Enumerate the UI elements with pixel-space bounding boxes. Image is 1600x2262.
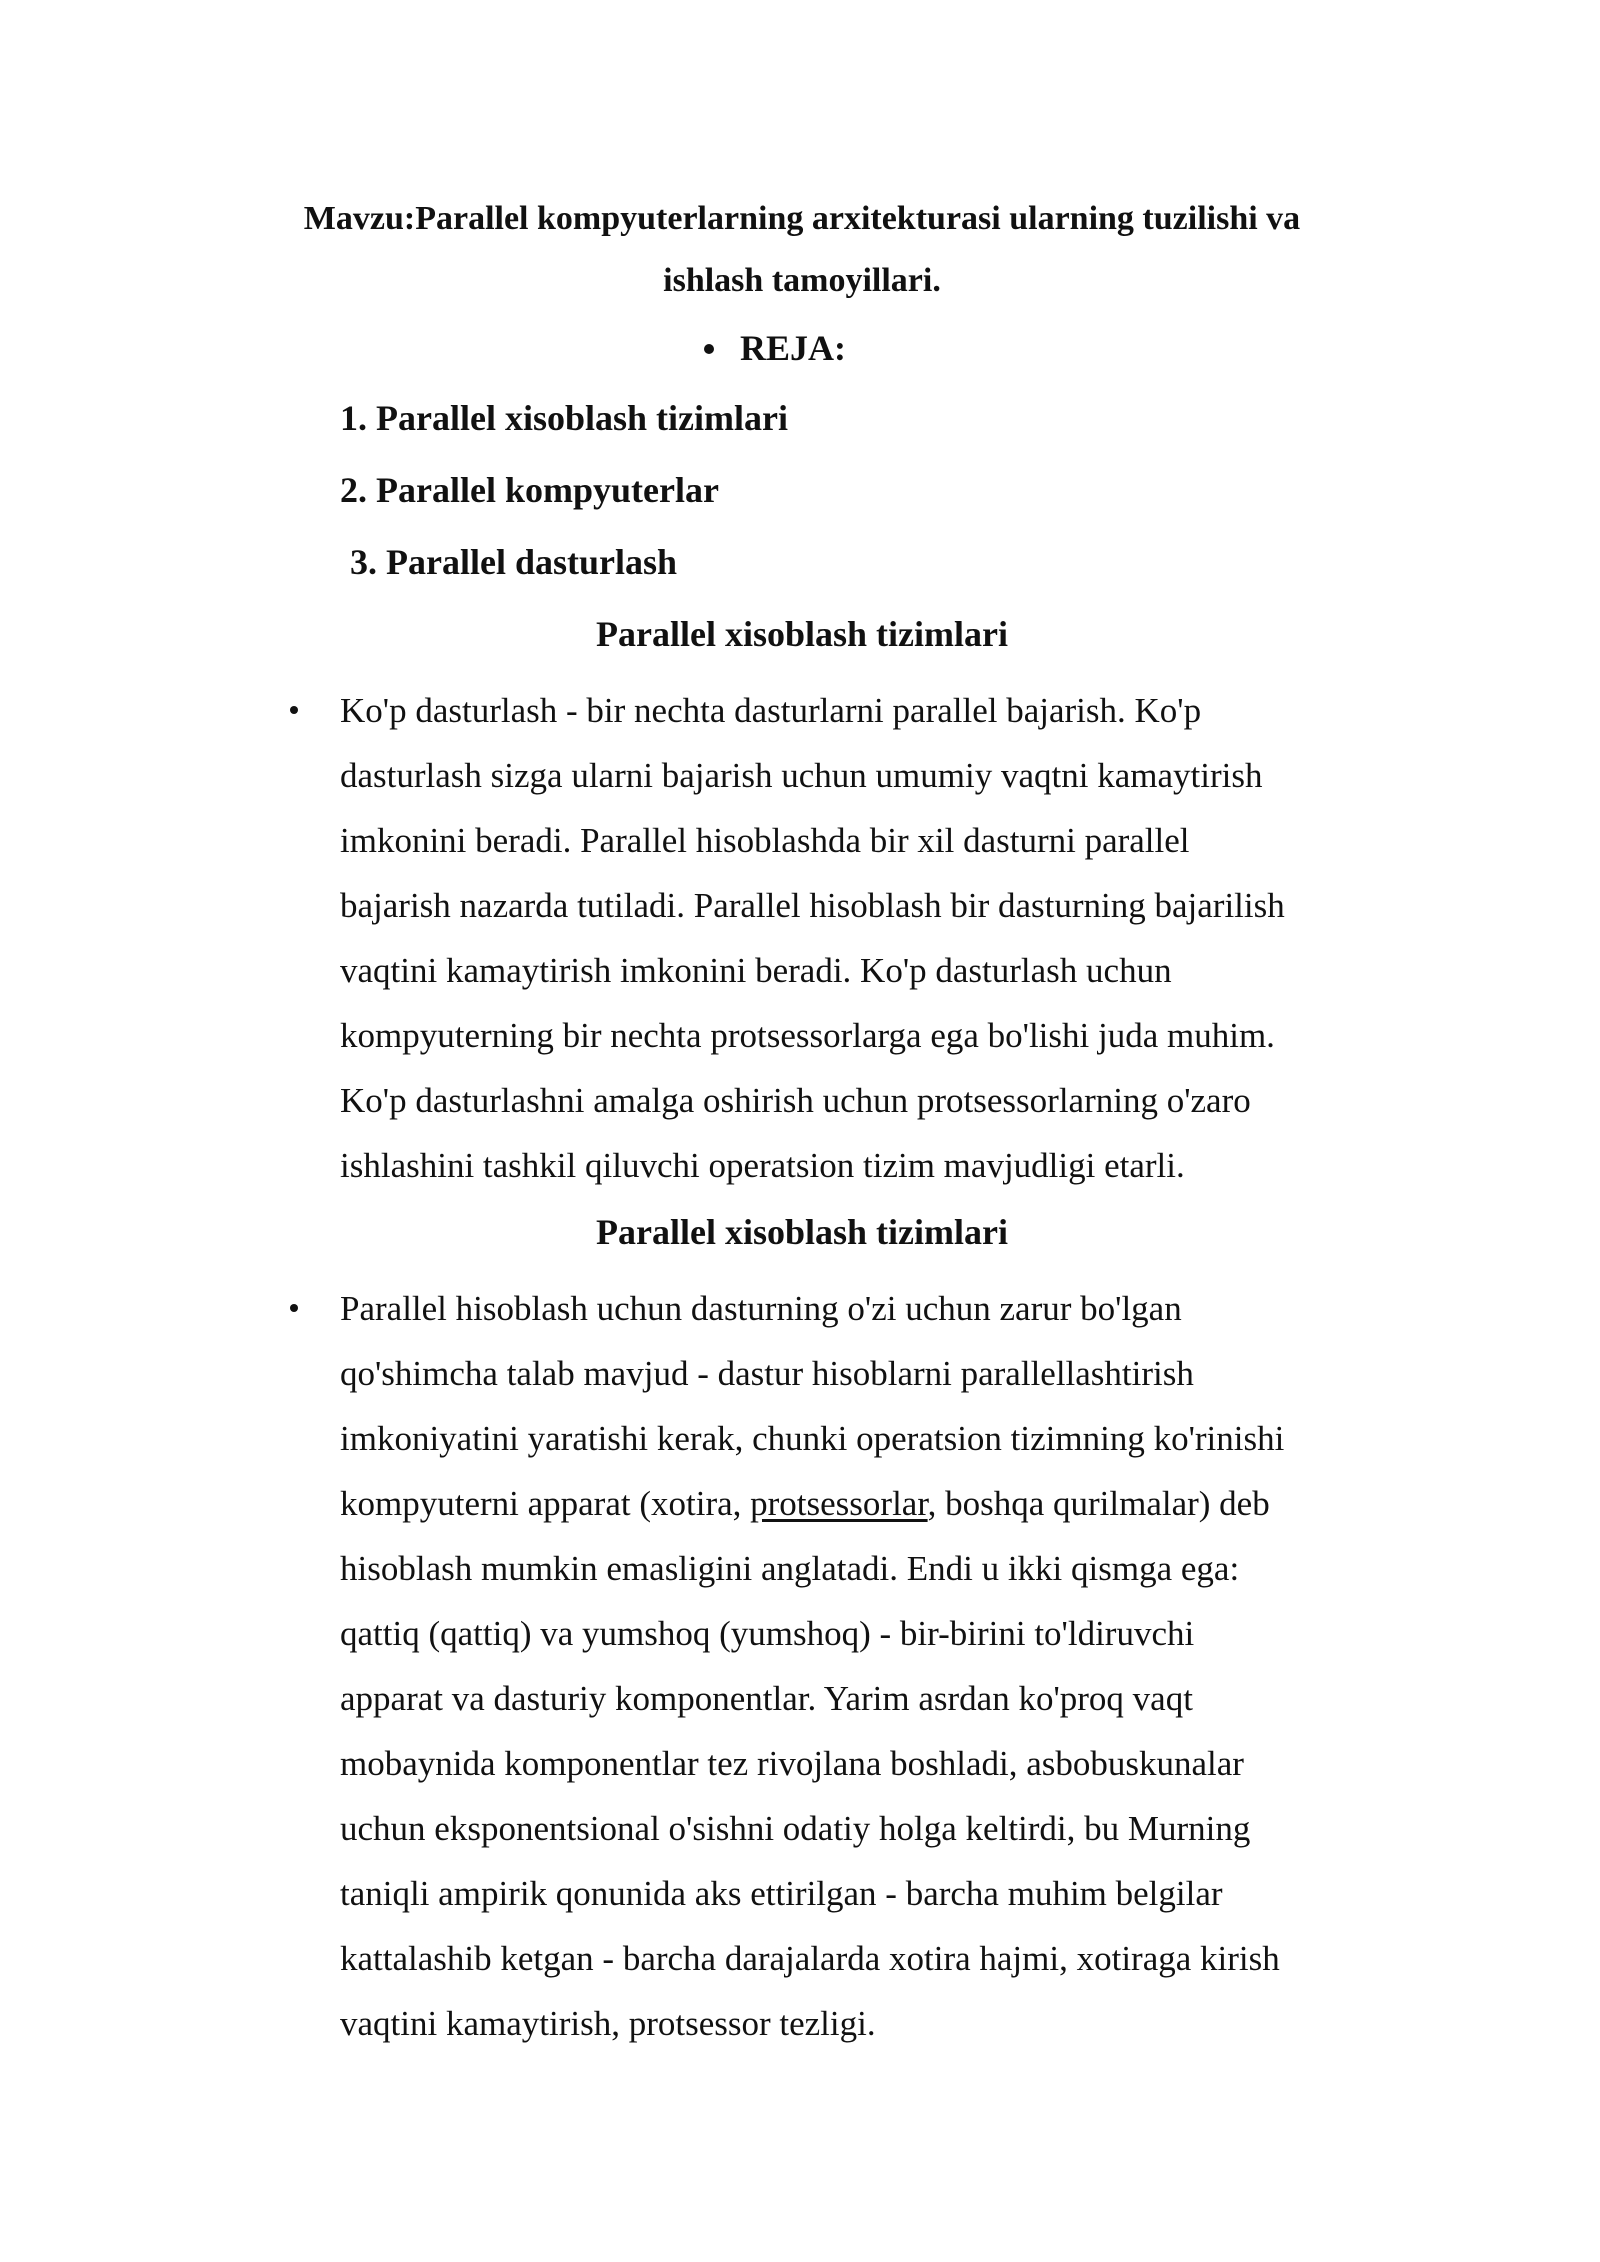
plan-item-3: 3. Parallel dasturlash [350, 542, 678, 582]
paragraph-line: hisoblash mumkin emasligini anglatadi. Endi u ikki qismga ega: [340, 1549, 1240, 1588]
link-line-after: , boshqa qurilmalar) deb [927, 1484, 1270, 1523]
document-title [270, 188, 1334, 312]
bullet-icon [704, 344, 714, 354]
paragraph-line: kattalashib ketgan - barcha darajalarda xotira hajmi, xotiraga kirish [340, 1939, 1280, 1978]
plan-heading-text: REJA: [740, 328, 846, 368]
paragraph-line: imkonini beradi. Parallel hisoblashda bir xil dasturni parallel [340, 821, 1190, 860]
paragraph-line: vaqtini kamaytirish imkonini beradi. Ko'p dasturlash uchun [340, 951, 1172, 990]
bullet-icon [290, 1304, 298, 1312]
paragraph-line: Parallel hisoblash uchun dasturning o'zi uchun zarur bo'lgan [340, 1289, 1182, 1328]
bullet-icon [290, 706, 298, 714]
section-heading-2: Parallel xisoblash tizimlari [596, 1212, 1008, 1252]
title-line-2: ishlash tamoyillari. [663, 262, 941, 299]
paragraph-line: Ko'p dasturlash - bir nechta dasturlarni parallel bajarish. Ko'p [340, 691, 1202, 730]
paragraph-line: uchun eksponentsional o'sishni odatiy holga keltirdi, bu Murning [340, 1809, 1251, 1848]
protsessorlar-link[interactable]: protsessorlar [750, 1484, 928, 1523]
title-line-1: Mavzu:Parallel kompyuterlarning arxitekturasi ularning tuzilishi va [303, 200, 1301, 237]
paragraph-line: dasturlash sizga ularni bajarish uchun umumiy vaqtni kamaytirish [340, 756, 1263, 795]
plan-item-1: 1. Parallel xisoblash tizimlari [340, 398, 788, 438]
paragraph-line: Ko'p dasturlashni amalga oshirish uchun protsessorlarning o'zaro [340, 1081, 1251, 1120]
paragraph-line: taniqli ampirik qonunida aks ettirilgan - barcha muhim belgilar [340, 1874, 1223, 1913]
paragraph-line: imkoniyatini yaratishi kerak, chunki operatsion tizimning ko'rinishi [340, 1419, 1285, 1458]
paragraph-line: apparat va dasturiy komponentlar. Yarim asrdan ko'proq vaqt [340, 1679, 1193, 1718]
paragraph-line: ishlashini tashkil qiluvchi operatsion tizim mavjudligi etarli. [340, 1146, 1185, 1185]
paragraph-line: qo'shimcha talab mavjud - dastur hisoblarni parallellashtirish [340, 1354, 1194, 1393]
paragraph-line: vaqtini kamaytirish, protsessor tezligi. [340, 2004, 876, 2043]
plan-heading [704, 322, 846, 374]
section-1-paragraph [340, 678, 1360, 1198]
paragraph-line: mobaynida komponentlar tez rivojlana boshladi, asbobuskunalar [340, 1744, 1244, 1783]
link-line-before: kompyuterni apparat (xotira, [340, 1484, 751, 1523]
paragraph-line-with-link [340, 1471, 1360, 1536]
paragraph-line: qattiq (qattiq) va yumshoq (yumshoq) - bir-birini to'ldiruvchi [340, 1614, 1195, 1653]
paragraph-line: kompyuterning bir nechta protsessorlarga ega bo'lishi juda muhim. [340, 1016, 1275, 1055]
section-2-paragraph [340, 1276, 1360, 2056]
plan-item-2: 2. Parallel kompyuterlar [340, 470, 719, 510]
paragraph-line: bajarish nazarda tutiladi. Parallel hisoblash bir dasturning bajarilish [340, 886, 1285, 925]
section-heading-1: Parallel xisoblash tizimlari [596, 614, 1008, 654]
